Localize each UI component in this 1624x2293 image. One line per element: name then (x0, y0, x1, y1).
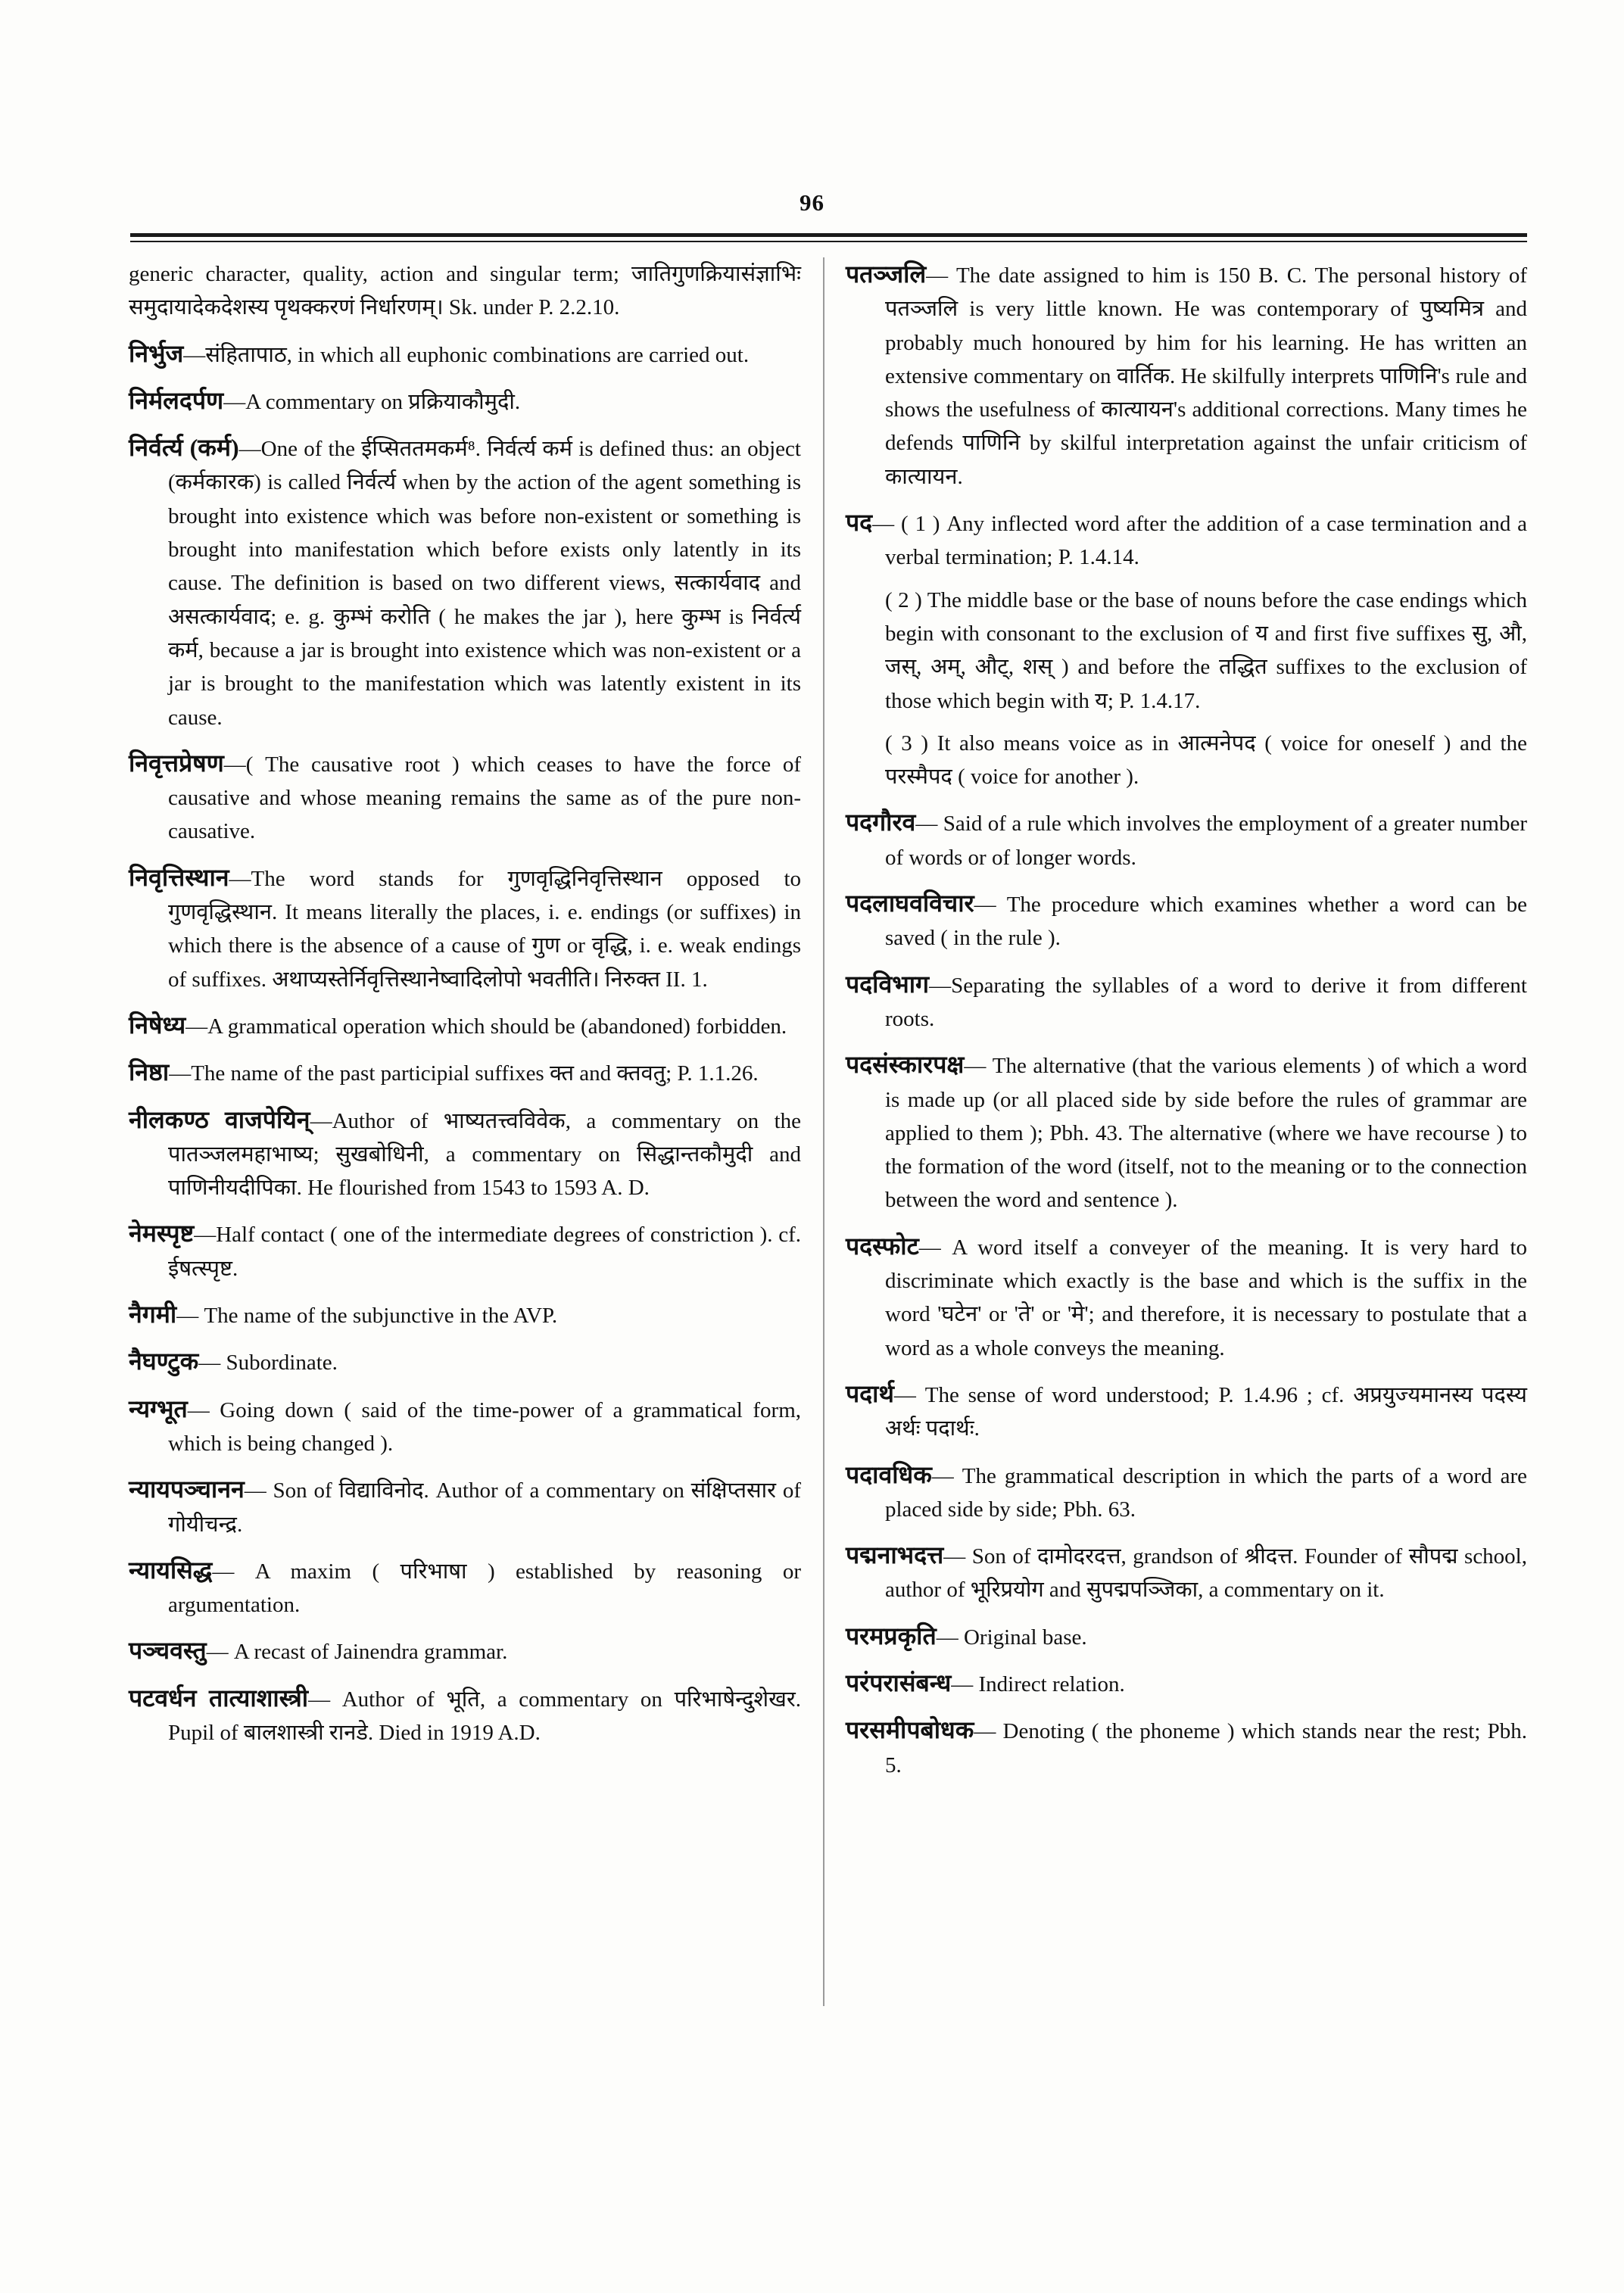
entry-headword: परंपरासंबन्ध (846, 1668, 952, 1696)
entry-text: — The date assigned to him is 150 B. C. The personal history of पतञ्जलि is very little known. He was contemporary of पुष्यमित्र and probably much honoured by him for his learning. He has written an extensive commentary on वार्तिक. He skilfully interprets पाणिनि's rule and shows the usefulness of कात्यायन's additional corrections. Many times he defends पाणिनि by skilful interpretation against the unfair criticism of कात्यायन. (885, 263, 1527, 489)
entry-text: ( 2 ) The middle base or the base of nouns before the case endings which begin with consonant to the exclusion of य and first five suffixes सु, औ, जस्, अम्, औट्, शस् ) and before the तद्धित suffixes to the exclusion of those which begin with य; P. 1.4.17. (885, 587, 1527, 713)
entry-headword: नेमस्पृष्ट (129, 1220, 195, 1248)
entry-text: — The sense of word understood; P. 1.4.96 ; cf. अप्रयुज्यमानस्य पदस्य अर्थः पदार्थः. (885, 1382, 1527, 1441)
dictionary-entry (129, 1634, 801, 1668)
entry-text: —Author of भाष्यतत्त्वविवेक, a commentary on the पातञ्जलमहाभाष्य; सुखबोधिनी, a commentary on सिद्धान्तकौमुदी and पाणिनीयदीपिका. He flourished from 1543 to 1593 A. D. (168, 1108, 801, 1201)
dictionary-entry (129, 1681, 801, 1750)
entry-headword: पद्मनाभदत्त (846, 1541, 944, 1569)
dictionary-entry (129, 861, 801, 996)
column-divider (823, 257, 824, 2006)
dictionary-entry (846, 967, 1527, 1036)
entry-text: —Separating the syllables of a word to derive it from different roots. (885, 973, 1527, 1031)
entry-text: — A recast of Jainendra grammar. (206, 1640, 508, 1665)
entry-text: ( 3 ) It also means voice as in आत्मनेपद ( voice for oneself ) and the परस्मैपद ( voice for another ). (885, 731, 1527, 790)
entry-headword: निषेध्य (129, 1011, 186, 1039)
entry-headword: निर्वर्त्य (कर्म) (129, 434, 239, 462)
entry-continuation (129, 257, 801, 325)
dictionary-entry (129, 1472, 801, 1541)
entry-text: —A grammatical operation which should be (abandoned) forbidden. (185, 1014, 787, 1039)
entry-text: — The procedure which examines whether a word can be saved ( in the rule ). (885, 893, 1527, 951)
entry-text: — Subordinate. (198, 1351, 338, 1375)
dictionary-entry (846, 1377, 1527, 1446)
entry-headword: निवृत्तप्रेषण (129, 749, 224, 777)
entry-text: — Going down ( said of the time-power of a grammatical form, which is being changed ). (168, 1397, 801, 1456)
entry-text: — Indirect relation. (951, 1671, 1125, 1696)
entry-headword: निवृत्तिस्थान (129, 863, 229, 891)
entry-text: —Half contact ( one of the intermediate degrees of constriction ). cf. ईषत्स्पृष्ट. (168, 1223, 801, 1281)
dictionary-entry (129, 384, 801, 419)
entry-headword: न्यग्भूत (129, 1394, 188, 1422)
dictionary-entry (846, 1713, 1527, 1782)
dictionary-entry (846, 257, 1527, 494)
entry-text: —A commentary on प्रक्रियाकौमुदी. (223, 389, 521, 414)
entry-text: — The grammatical description in which the parts of a word are placed side by side; Pbh. 63. (885, 1463, 1527, 1522)
dictionary-entry (846, 506, 1527, 575)
entry-text: —One of the ईप्सिततमकर्म⁸. निर्वर्त्य कर्म is defined thus: an object (कर्मकारक) is called निर्वर्त्य when by the action of the agent something is brought into existence which was before non-existent or something is brought into manifestation which before exists only latently in its cause. The definition is based on two different views, सत्कार्यवाद and असत्कार्यवाद; e. g. कुम्भं करोति ( he makes the jar ), here कुम्भ is निर्वर्त्य कर्म, because a jar is brought into existence which was non-existent or a jar is brought to the manifestation which was latently existent in its cause. (168, 437, 801, 730)
dictionary-entry (129, 1298, 801, 1332)
entry-continuation (846, 584, 1527, 718)
dictionary-entry (129, 1055, 801, 1090)
entry-text: — Son of दामोदरदत्त, grandson of श्रीदत्त. Founder of सौपद्म school, author of भूरिप्रयोग and सुपद्मपञ्जिका, a commentary on it. (885, 1544, 1527, 1603)
entry-text: — A word itself a conveyer of the meaning. It is very hard to discriminate which exactly is the base and which is the suffix in the word 'घटेन' or 'ते' or 'मे'; and therefore, it is necessary to postulate that a word as a whole conveys the meaning. (885, 1235, 1527, 1360)
entry-headword: पञ्चवस्तु (129, 1637, 207, 1665)
dictionary-entry (129, 1217, 801, 1285)
entry-text: — Said of a rule which involves the employment of a greater number of words or of longer words. (885, 812, 1527, 870)
entry-headword: परसमीपबोधक (846, 1716, 974, 1744)
dictionary-entry (129, 337, 801, 372)
entry-headword: पदस्फोट (846, 1232, 919, 1260)
entry-text: — Original base. (936, 1625, 1087, 1650)
dictionary-entry (129, 1392, 801, 1461)
dictionary-entry (129, 431, 801, 734)
entry-text: —( The causative root ) which ceases to have the force of causative and whose meaning remains the same as of the pure non-causative. (168, 752, 801, 844)
entry-headword: पतञ्जलि (846, 260, 927, 288)
entry-continuation (846, 727, 1527, 794)
entry-headword: नैघण्टुक (129, 1347, 199, 1375)
dictionary-entry (846, 1048, 1527, 1217)
dictionary-entry (846, 1619, 1527, 1654)
header-rule (130, 233, 1527, 237)
entry-text: — ( 1 ) Any inflected word after the addition of a case termination and a verbal termination; P. 1.4.14. (872, 512, 1527, 570)
page-number: 96 (800, 189, 824, 216)
dictionary-entry (129, 746, 801, 849)
entry-headword: पदसंस्कारपक्ष (846, 1051, 965, 1079)
entry-headword: निष्ठा (129, 1058, 170, 1086)
entry-headword: पटवर्धन तात्याशास्त्री (129, 1684, 309, 1712)
header-rule-thin (130, 241, 1527, 242)
entry-headword: पदार्थ (846, 1379, 894, 1407)
dictionary-entry (846, 1666, 1527, 1701)
entry-text: — The name of the subjunctive in the AVP. (176, 1304, 558, 1329)
entry-headword: नैगमी (129, 1301, 177, 1329)
entry-text: —The word stands for गुणवृद्धिनिवृत्तिस्थान opposed to गुणवृद्धिस्थान. It means literally the places, i. e. endings (or suffixes) in which there is the absence of a cause of गुण or वृद्धि, i. e. weak endings of suffixes. अथाप्यस्तेर्निवृत्तिस्थानेष्वादिलोपो भवतीति। निरुक्त II. 1. (168, 866, 801, 992)
left-column (129, 257, 801, 1762)
right-column (846, 257, 1527, 1794)
entry-headword: पदलाघवविचार (846, 889, 974, 918)
entry-headword: न्यायसिद्ध (129, 1556, 213, 1584)
entry-headword: पदगौरव (846, 808, 916, 837)
dictionary-entry (846, 1538, 1527, 1607)
entry-text: —The name of the past participial suffixes क्त and क्तवतु; P. 1.1.26. (169, 1061, 759, 1086)
entry-headword: निर्मलदर्पण (129, 386, 224, 414)
entry-text: — Son of विद्याविनोद. Author of a commentary on संक्षिप्तसार of गोयीचन्द्र. (168, 1478, 801, 1537)
dictionary-entry (846, 1229, 1527, 1365)
entry-headword: नीलकण्ठ वाजपेयिन् (129, 1105, 310, 1133)
entry-text: — Author of भूति, a commentary on परिभाषेन्दुशेखर. Pupil of बालशास्त्री रानडे. Died in 1919 A.D. (168, 1687, 801, 1745)
entry-headword: परमप्रकृति (846, 1622, 937, 1650)
entry-text: generic character, quality, action and singular term; जातिगुणक्रियासंज्ञाभिः समुदायादेकदेशस्य पृथक्करणं निर्धारणम्। Sk. under P. 2.2.10. (129, 262, 801, 320)
entry-text: — A maxim ( परिभाषा ) established by reasoning or argumentation. (168, 1559, 801, 1618)
dictionary-entry (846, 886, 1527, 955)
dictionary-entry (846, 1458, 1527, 1527)
entry-headword: पदावधिक (846, 1460, 932, 1488)
dictionary-entry (129, 1553, 801, 1622)
entry-headword: पदविभाग (846, 970, 930, 998)
entry-text: —संहितापाठ, in which all euphonic combinations are carried out. (183, 342, 750, 367)
entry-headword: न्यायपञ्चानन (129, 1475, 245, 1503)
dictionary-entry (129, 1103, 801, 1205)
dictionary-entry (129, 1008, 801, 1043)
entry-headword: निर्भुज (129, 339, 184, 367)
entry-headword: पद (846, 509, 873, 537)
entry-text: — Denoting ( the phoneme ) which stands near the rest; Pbh. 5. (885, 1719, 1527, 1777)
dictionary-entry (846, 805, 1527, 874)
entry-text: — The alternative (that the various elements ) of which a word is made up (or all placed side by side before the rules of grammar are applied to them ); Pbh. 43. The alternative (where we have recourse ) to the formation of the word (itself, not to the meaning or to the connection between the word and sentence ). (885, 1054, 1527, 1213)
dictionary-entry (129, 1344, 801, 1379)
